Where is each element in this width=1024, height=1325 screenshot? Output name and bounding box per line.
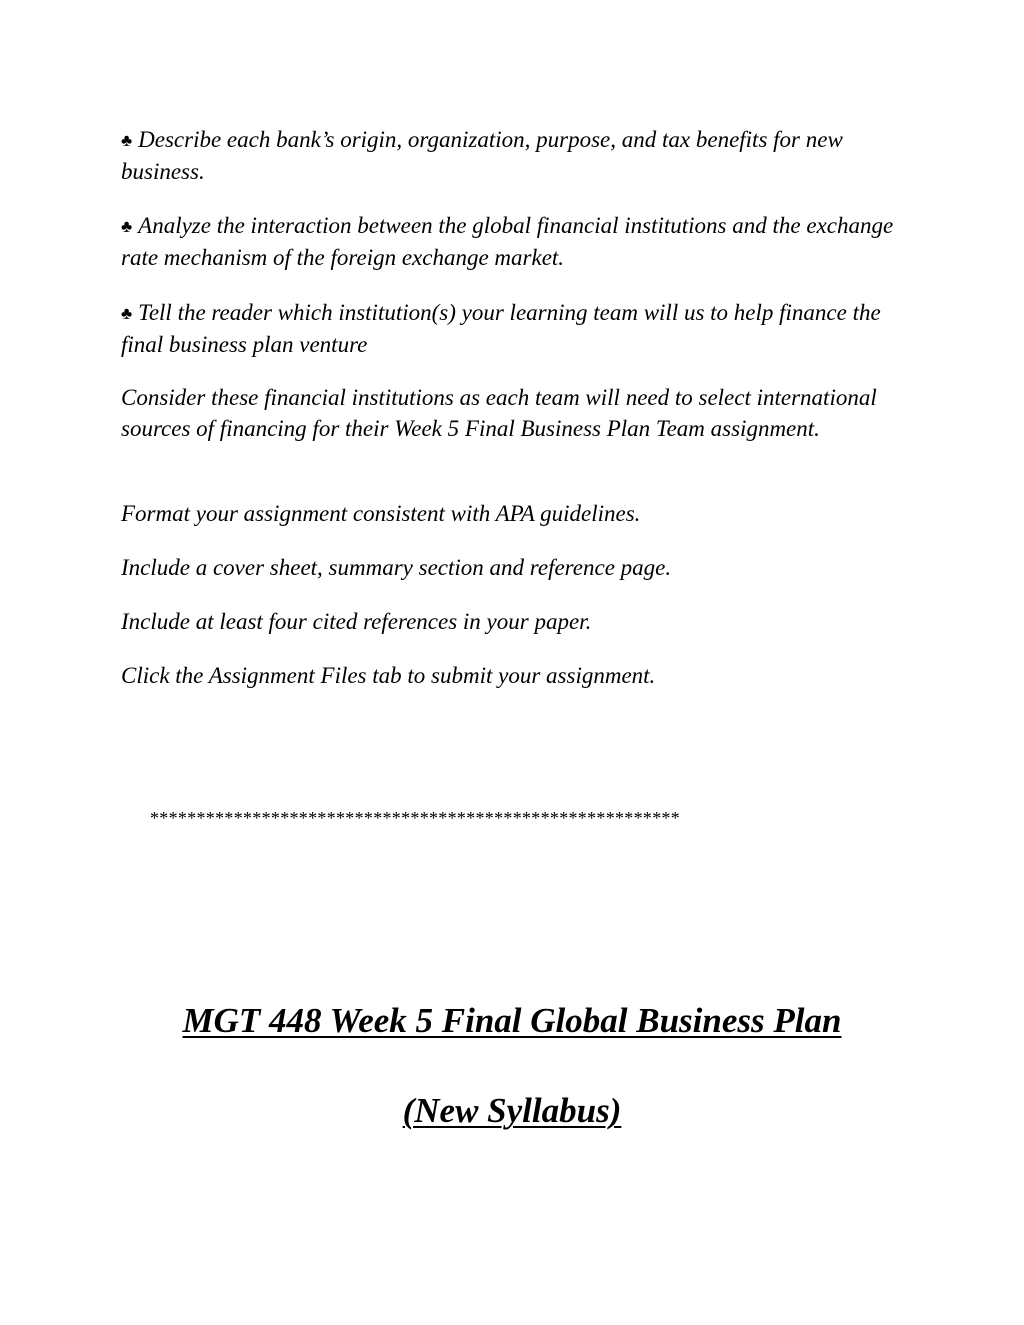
bullet-item	[121, 297, 901, 360]
paragraph: Format your assignment consistent with APA guidelines.	[121, 501, 641, 526]
paragraph: Consider these financial institutions as each team will need to select international sources of financing for their Week 5 Final Business Plan Team assignment.	[121, 385, 877, 441]
bullet-text: Analyze the interaction between the global financial institutions and the exchange rate mechanism of the foreign exchange market.	[121, 213, 894, 270]
asterisk-separator: *********************************************************	[150, 808, 681, 828]
bullet-item	[121, 124, 901, 187]
club-icon: ♣	[121, 131, 133, 150]
bullet-text: Tell the reader which institution(s) your learning team will us to help finance the final business plan venture	[121, 300, 881, 357]
club-icon: ♣	[121, 217, 133, 236]
club-icon: ♣	[121, 304, 133, 323]
bullet-item	[121, 210, 901, 273]
paragraph: Click the Assignment Files tab to submit your assignment.	[121, 663, 656, 688]
bullet-text: Describe each bank’s origin, organization, purpose, and tax benefits for new business.	[121, 127, 843, 184]
paragraph: Include at least four cited references in your paper.	[121, 609, 592, 634]
paragraph: Include a cover sheet, summary section and reference page.	[121, 555, 672, 580]
page-subtitle: (New Syllabus)	[402, 1091, 622, 1130]
page-title: MGT 448 Week 5 Final Global Business Plan	[182, 1001, 842, 1040]
